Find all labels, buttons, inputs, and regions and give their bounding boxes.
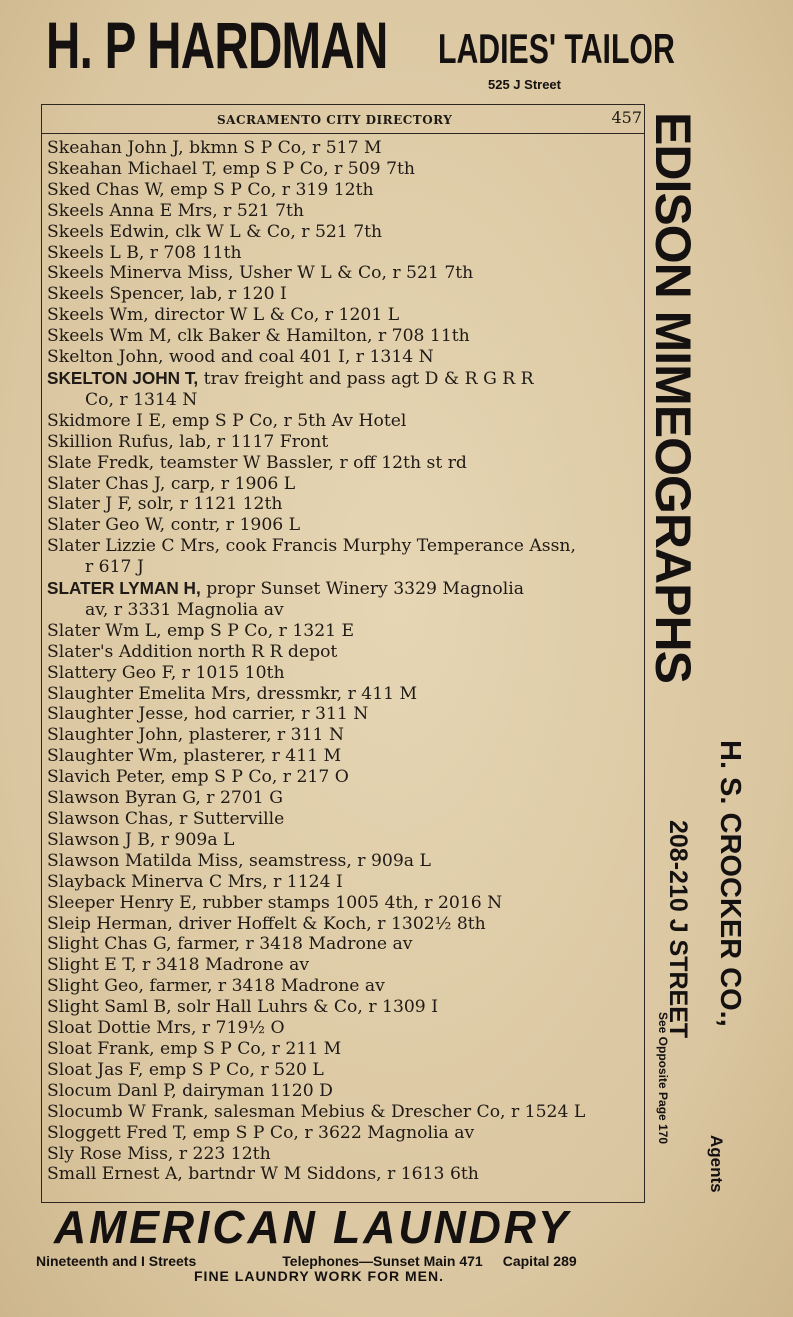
directory-entry: Slaughter Jesse, hod carrier, r 311 N (47, 704, 369, 725)
directory-entry: Sked Chas W, emp S P Co, r 319 12th (47, 179, 374, 200)
directory-entry: Slawson Matilda Miss, seamstress, r 909a L (47, 850, 431, 871)
directory-entry: Slater Lizzie C Mrs, cook Francis Murphy Temperance Assn, (47, 536, 576, 557)
directory-entry: Small Ernest A, bartndr W M Siddons, r 1613 6th (47, 1164, 479, 1185)
directory-entry: Skillion Rufus, lab, r 1117 Front (47, 431, 329, 452)
directory-entry: Sly Rose Miss, r 223 12th (47, 1143, 271, 1164)
crocker-name: H. S. CROCKER CO., (714, 740, 746, 1027)
directory-entry: Skeels Wm, director W L & Co, r 1201 L (47, 305, 400, 326)
directory-entry: Slight E T, r 3418 Madrone av (47, 955, 310, 976)
directory-entry: Slaughter Emelita Mrs, dressmkr, r 411 M (47, 683, 418, 704)
directory-entry: Sloat Dottie Mrs, r 719½ O (47, 1018, 285, 1039)
directory-entry: Slawson J B, r 909a L (47, 829, 235, 850)
laundry-location: Nineteenth and I Streets (36, 1253, 197, 1269)
directory-entry: Slayback Minerva C Mrs, r 1124 I (47, 871, 343, 892)
entry-text: propr Sunset Winery 3329 Magnolia (200, 579, 524, 600)
directory-entry (47, 368, 643, 390)
directory-entry: Slight Saml B, solr Hall Luhrs & Co, r 1309 I (47, 997, 438, 1018)
directory-title: SACRAMENTO CITY DIRECTORY (217, 113, 453, 127)
directory-entry: Co, r 1314 N (85, 389, 198, 410)
directory-entry: Slater Chas J, carp, r 1906 L (47, 473, 296, 494)
directory-entry: Slater's Addition north R R depot (47, 641, 338, 662)
directory-listing-box (41, 104, 645, 1203)
hardman-address: 525 J Street (488, 77, 561, 92)
directory-entry: Slaughter John, plasterer, r 311 N (47, 725, 344, 746)
directory-entry: Skelton John, wood and coal 401 I, r 1314 N (47, 347, 434, 368)
directory-entry: Slater Geo W, contr, r 1906 L (47, 515, 301, 536)
directory-entry: Skeels Edwin, clk W L & Co, r 521 7th (47, 221, 383, 242)
street-text: 208-210 J STREET (664, 820, 692, 1039)
edison-text: EDISON MIMEOGRAPHS (645, 112, 701, 683)
laundry-slogan: FINE LAUNDRY WORK FOR MEN. (194, 1268, 444, 1284)
page-header (42, 105, 644, 134)
directory-entry: Skeels Anna E Mrs, r 521 7th (47, 200, 305, 221)
directory-entry: Slight Chas G, farmer, r 3418 Madrone av (47, 934, 413, 955)
directory-entry: Slater Wm L, emp S P Co, r 1321 E (47, 620, 355, 641)
laundry-name: AMERICAN LAUNDRY (54, 1201, 571, 1253)
laundry-capital: Capital 289 (502, 1253, 577, 1269)
directory-entry: Sloggett Fred T, emp S P Co, r 3622 Magnolia av (47, 1122, 475, 1143)
hardman-tagline: LADIES' TAILOR (438, 25, 675, 72)
directory-entry: Skeels Minerva Miss, Usher W L & Co, r 521 7th (47, 263, 474, 284)
directory-entry: Skidmore I E, emp S P Co, r 5th Av Hotel (47, 410, 407, 431)
directory-entry: Slawson Chas, r Sutterville (47, 809, 285, 829)
directory-entry: Slaughter Wm, plasterer, r 411 M (47, 746, 342, 767)
entry-list (47, 138, 643, 1185)
directory-entry: Slater J F, solr, r 1121 12th (47, 494, 283, 515)
entry-text: trav freight and pass agt D & R G R R (198, 368, 534, 389)
directory-entry: Skeels Spencer, lab, r 120 I (47, 284, 287, 305)
directory-entry (47, 578, 643, 600)
directory-entry: Slocum Danl P, dairyman 1120 D (47, 1080, 333, 1101)
directory-entry: av, r 3331 Magnolia av (85, 599, 284, 620)
directory-entry: Sleeper Henry E, rubber stamps 1005 4th, r 2016 N (47, 892, 503, 913)
directory-entry: Skeahan John J, bkmn S P Co, r 517 M (47, 138, 382, 158)
directory-entry: Slate Fredk, teamster W Bassler, r off 12th st rd (47, 452, 467, 473)
directory-entry: Sloat Frank, emp S P Co, r 211 M (47, 1038, 342, 1059)
page-number: 457 (611, 108, 642, 127)
directory-entry: Sloat Jas F, emp S P Co, r 520 L (47, 1059, 324, 1080)
directory-entry: Skeels L B, r 708 11th (47, 242, 242, 263)
directory-entry: Skeahan Michael T, emp S P Co, r 509 7th (47, 158, 415, 179)
laundry-telephones: Telephones—Sunset Main 471 (282, 1253, 483, 1269)
top-advertisement (46, 8, 746, 100)
opposite-text: See Opposite Page 170 (656, 1012, 670, 1145)
entry-bold-name: SLATER LYMAN H, (47, 578, 201, 599)
agents-text: Agents (707, 1135, 726, 1193)
directory-entry: Slawson Byran G, r 2701 G (47, 788, 283, 809)
laundry-details (36, 1253, 577, 1269)
hardman-name: H. P HARDMAN (46, 8, 388, 82)
entry-bold-name: SKELTON JOHN T, (47, 367, 199, 388)
directory-entry: Slattery Geo F, r 1015 10th (47, 662, 285, 683)
directory-entry: Slocumb W Frank, salesman Mebius & Drescher Co, r 1524 L (47, 1101, 586, 1122)
directory-entry: r 617 J (85, 557, 144, 578)
directory-entry: Slavich Peter, emp S P Co, r 217 O (47, 767, 349, 788)
directory-entry: Skeels Wm M, clk Baker & Hamilton, r 708 11th (47, 326, 470, 347)
directory-entry: Slight Geo, farmer, r 3418 Madrone av (47, 976, 385, 997)
directory-entry: Sleip Herman, driver Hoffelt & Koch, r 1302½ 8th (47, 913, 486, 934)
